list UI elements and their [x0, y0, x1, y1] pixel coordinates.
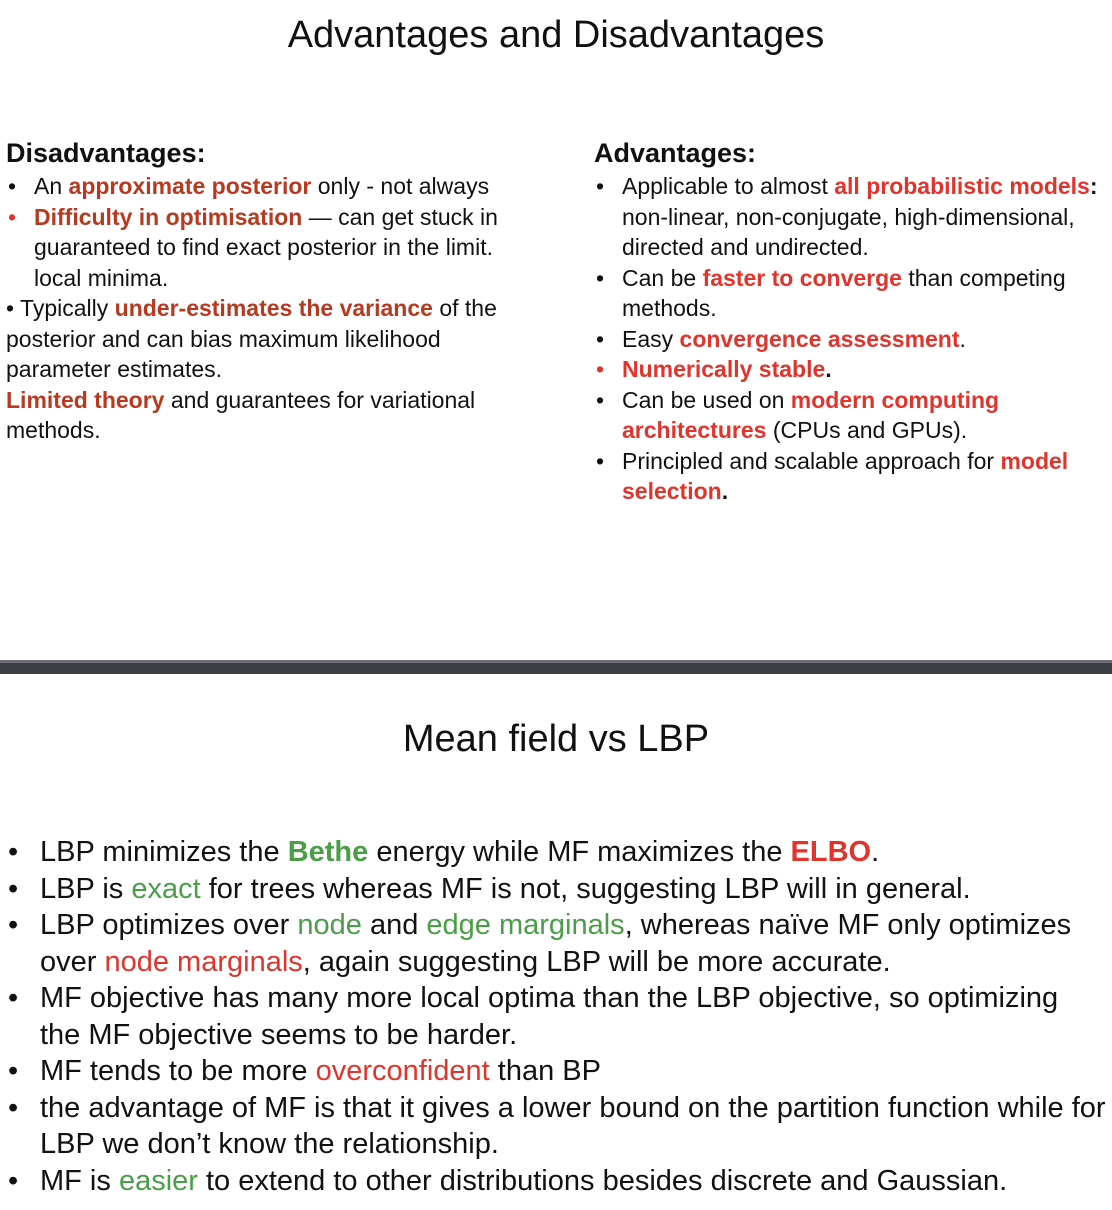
text: Can be — [622, 264, 703, 291]
text: , whereas naïve MF only optimizes over — [40, 909, 1072, 978]
text: — can get stuck in guaranteed to find exact posterior in the limit. local minima. — [34, 203, 498, 291]
text: MF tends to be more — [40, 1055, 316, 1087]
slide-mean-field-vs-lbp — [0, 674, 1112, 1210]
bullet-icon: • — [8, 909, 19, 941]
text: . — [871, 836, 880, 868]
highlight: overconfident — [315, 1055, 490, 1087]
list-item — [8, 907, 1106, 980]
text: Principled and scalable approach for — [622, 447, 1001, 474]
highlight: ELBO — [790, 836, 872, 868]
bullet-icon: • — [8, 1055, 19, 1087]
highlight: all probabilistic models — [834, 173, 1090, 199]
highlight: under-estimates the variance — [114, 295, 433, 321]
text: Applicable to almost — [622, 173, 835, 199]
highlight: node — [297, 909, 362, 941]
text: only - not always — [311, 173, 490, 199]
list-item — [8, 1090, 1106, 1163]
list-item — [594, 446, 1106, 507]
text: . — [825, 356, 832, 382]
text: Can be used on — [622, 386, 791, 413]
text: and — [361, 909, 427, 941]
disadvantages-heading: Disadvantages: — [6, 138, 206, 168]
text: , again suggesting LBP will be more accurate. — [302, 945, 891, 978]
bullet-icon: • — [596, 356, 605, 382]
list-item — [8, 871, 1106, 908]
highlight: Numerically stable — [622, 356, 826, 382]
highlight: modern computing architectures — [622, 386, 1000, 443]
list-item — [594, 263, 1106, 324]
bullet-icon: • — [8, 173, 17, 199]
highlight: Limited theory — [6, 386, 165, 413]
list-item — [6, 293, 546, 385]
text: LBP minimizes the — [40, 836, 288, 868]
highlight: exact — [131, 872, 201, 905]
text: . — [959, 325, 966, 352]
list-item — [594, 171, 1106, 263]
highlight: convergence assessment — [679, 325, 960, 352]
bullet-icon: • — [8, 1091, 19, 1124]
highlight: model selection — [622, 447, 1069, 504]
text: An — [34, 173, 69, 199]
text: for trees whereas MF is not, suggesting LBP will in general. — [200, 872, 971, 905]
bullet-icon: • — [6, 295, 15, 321]
bullet-icon: • — [8, 872, 19, 905]
disadvantages-column — [6, 136, 546, 446]
bullet-icon: • — [596, 386, 605, 413]
text: to extend to other distributions besides discrete and Gaussian. — [197, 1164, 1008, 1197]
text: LBP is — [40, 872, 132, 905]
text: Easy — [622, 325, 680, 352]
comparison-list — [8, 834, 1106, 1199]
highlight: faster to converge — [702, 264, 902, 291]
text: energy while MF maximizes the — [368, 836, 791, 868]
list-item — [594, 385, 1106, 446]
slide-divider — [0, 660, 1112, 674]
text: (CPUs and GPUs). — [766, 417, 968, 443]
list-item — [8, 1163, 1106, 1200]
bullet-icon: • — [8, 203, 17, 230]
text: non-linear, non-conjugate, high-dimensional, directed and undirected. — [622, 203, 1075, 260]
list-item — [6, 171, 546, 202]
text: than BP — [489, 1055, 601, 1087]
list-item — [6, 385, 546, 446]
slide-title: Mean field vs LBP — [402, 718, 710, 760]
bullet-icon: • — [596, 173, 605, 199]
list-item — [594, 324, 1106, 355]
text: LBP optimizes over — [40, 909, 298, 941]
bullet-icon: • — [8, 836, 19, 868]
bullet-icon: • — [596, 325, 605, 352]
bullet-icon: • — [8, 982, 19, 1014]
advantages-heading: Advantages: — [594, 138, 757, 168]
highlight: Bethe — [287, 836, 369, 868]
text: than competing methods. — [622, 264, 1066, 321]
advantages-column — [594, 136, 1106, 507]
text: MF objective has many more local optima than the LBP objective, so optimizing the MF objective seems to be harder. — [40, 982, 1059, 1051]
list-item — [8, 1053, 1106, 1090]
highlight: approximate posterior — [68, 173, 312, 199]
list-item — [8, 834, 1106, 871]
highlight: edge marginals — [426, 909, 625, 941]
text: . — [721, 478, 729, 504]
list-item — [594, 354, 1106, 385]
text: Typically — [20, 295, 115, 321]
list-item — [6, 202, 546, 294]
highlight: easier — [118, 1164, 198, 1197]
text: of the posterior and can bias maximum likelihood parameter estimates. — [6, 295, 497, 382]
text: : — [1089, 173, 1098, 199]
bullet-icon: • — [596, 264, 605, 291]
bullet-icon: • — [8, 1164, 19, 1197]
text: MF is — [40, 1164, 119, 1197]
slide-title: Advantages and Disadvantages — [287, 14, 825, 56]
text: the advantage of MF is that it gives a lower bound on the partition function while for LBP we don’t know the relationship. — [40, 1091, 1106, 1160]
highlight: node marginals — [104, 945, 303, 978]
text: and guarantees for variational methods. — [6, 386, 476, 443]
highlight: Difficulty in optimisation — [34, 203, 303, 230]
list-item — [8, 980, 1106, 1053]
bullet-icon: • — [596, 447, 605, 474]
